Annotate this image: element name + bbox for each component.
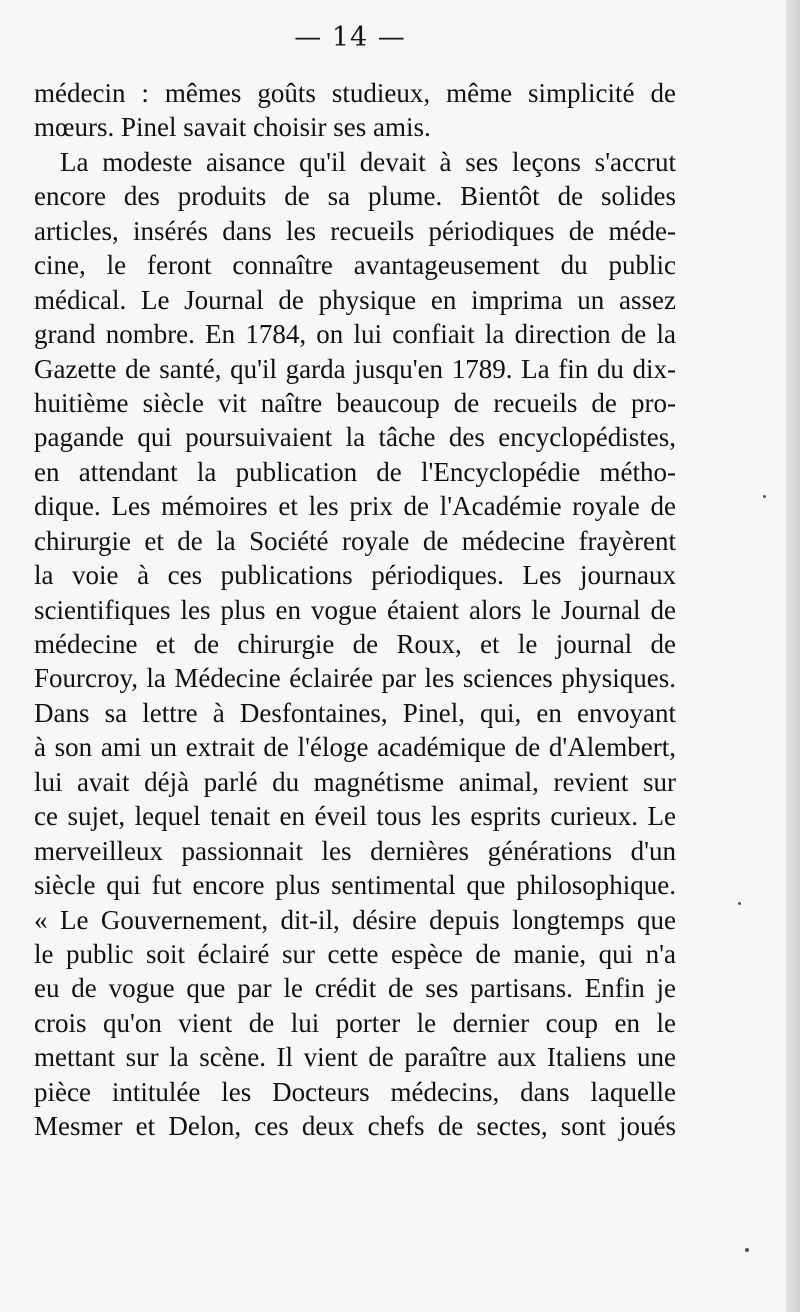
page-number: — 14 — — [294, 22, 406, 53]
text-line: Fourcroy, la Médecine éclairée par les sciences physiques. — [34, 663, 676, 694]
text-line: le public soit éclairé sur cette espèce de manie, qui n'a — [34, 938, 676, 969]
text-line: médical. Le Journal de physique en imprima un assez — [34, 284, 676, 315]
text-line: dique. Les mémoires et les prix de l'Académie royale de — [34, 491, 676, 522]
text-line: cine, le feront connaître avantageusement du public — [34, 250, 676, 281]
text-line: Mesmer et Delon, ces deux chefs de sectes, sont joués — [34, 1111, 676, 1142]
body-text — [34, 76, 676, 1144]
text-line: ce sujet, lequel tenait en éveil tous les esprits curieux. Le — [34, 801, 676, 832]
text-line: Gazette de santé, qu'il garda jusqu'en 1789. La fin du dix- — [34, 353, 676, 384]
text-line: La modeste aisance qu'il devait à ses leçons s'accrut — [60, 146, 676, 177]
text-line: à son ami un extrait de l'éloge académique de d'Alembert, — [34, 732, 676, 763]
text-line: mœurs. Pinel savait choisir ses amis. — [34, 112, 431, 143]
text-line: médecine et de chirurgie de Roux, et le journal de — [34, 629, 676, 659]
text-line: siècle qui fut encore plus sentimental que philosophique. — [34, 870, 676, 901]
text-line: crois qu'on vient de lui porter le dernier coup en le — [34, 1007, 676, 1038]
text-line: scientifiques les plus en vogue étaient alors le Journal de — [34, 594, 676, 625]
text-line: articles, insérés dans les recueils périodiques de méde- — [34, 215, 676, 246]
text-line: en attendant la publication de l'Encyclopédie métho- — [34, 456, 676, 487]
text-line: pièce intitulée les Docteurs médecins, dans laquelle — [34, 1076, 676, 1107]
text-line: lui avait déjà parlé du magnétisme animal, revient sur — [34, 766, 676, 797]
text-line: huitième siècle vit naître beaucoup de recueils de pro- — [34, 387, 676, 418]
text-line: eu de vogue que par le crédit de ses partisans. Enfin je — [34, 973, 676, 1004]
text-line: médecin : mêmes goûts studieux, même simplicité de — [34, 78, 676, 108]
text-line: « Le Gouvernement, dit-il, désire depuis longtemps que — [34, 904, 676, 935]
text-line: chirurgie et de la Société royale de médecine frayèrent — [34, 525, 676, 556]
text-line: merveilleux passionnait les dernières générations d'un — [34, 835, 676, 866]
text-line: la voie à ces publications périodiques. Les journaux — [34, 560, 676, 591]
page-edge — [786, 0, 800, 1312]
text-line: mettant sur la scène. Il vient de paraître aux Italiens une — [34, 1042, 676, 1073]
text-line: pagande qui poursuivaient la tâche des encyclopédistes, — [34, 422, 676, 453]
text-line: grand nombre. En 1784, on lui confiait la direction de la — [34, 319, 676, 350]
text-line: encore des produits de sa plume. Bientôt de solides — [34, 181, 676, 212]
text-line: Dans sa lettre à Desfontaines, Pinel, qui, en envoyant — [34, 697, 676, 728]
